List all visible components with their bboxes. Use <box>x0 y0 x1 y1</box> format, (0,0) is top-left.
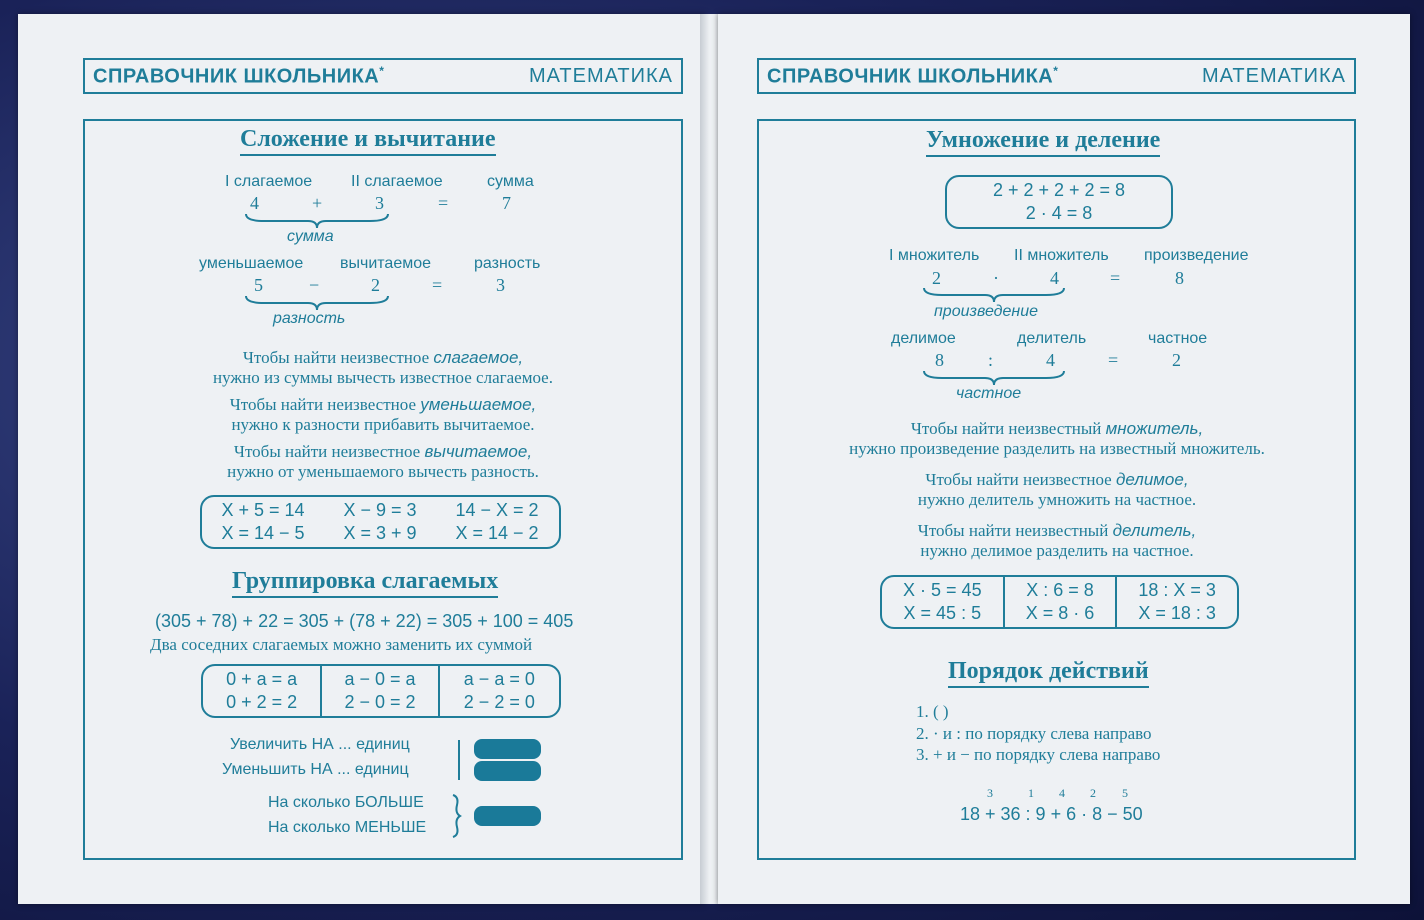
rule-text: Чтобы найти неизвестное <box>233 442 425 461</box>
order-example: 18 + 36 : 9 + 6 · 8 − 50 <box>960 804 1143 824</box>
add-label-2: II слагаемое <box>351 173 443 190</box>
rule-line-2: нужно из суммы вычесть известное слагаемое. <box>213 368 553 387</box>
header-star: * <box>379 63 385 78</box>
eq-cell <box>436 497 558 547</box>
header-title-text: СПРАВОЧНИК ШКОЛЬНИКА <box>93 65 380 88</box>
mul-result: 8 <box>1175 268 1184 288</box>
difference-pill <box>474 806 541 826</box>
prop-cell <box>320 666 437 716</box>
add-label-1: I слагаемое <box>225 173 313 190</box>
rule-line-1 <box>113 348 653 368</box>
sub-eq: = <box>432 275 443 295</box>
decrease-pill <box>474 761 541 781</box>
left-header <box>83 58 683 94</box>
rule-divisor <box>777 521 1337 561</box>
muldiv-equation-box <box>880 575 1239 629</box>
div-label-1: делимое <box>891 330 956 347</box>
group-title: Группировка слагаемых <box>232 568 498 598</box>
order-mark-2: 1 <box>1028 786 1034 800</box>
rule-text: Чтобы найти неизвестное <box>925 470 1116 489</box>
eq-cell <box>202 497 324 547</box>
eq-cell <box>324 497 436 547</box>
header-title <box>93 64 384 89</box>
sub-term-1: 5 <box>254 275 263 295</box>
rule-addend <box>113 348 653 388</box>
eq-line: X : 6 = 8 <box>1026 580 1094 600</box>
div-label-2: делитель <box>1017 330 1087 347</box>
rule-text: Чтобы найти неизвестное <box>242 348 434 367</box>
div-op: : <box>988 350 994 370</box>
sub-label-1: уменьшаемое <box>199 255 304 272</box>
div-term-2: 4 <box>1046 350 1055 370</box>
rule-line-2: нужно произведение разделить на известный множитель. <box>849 439 1265 458</box>
compare-brace <box>451 793 463 839</box>
group-formula: (305 + 78) + 22 = 305 + (78 + 22) = 305 + 100 = 405 <box>155 611 574 631</box>
addsub-title: Сложение и вычитание <box>240 126 496 156</box>
add-op: + <box>312 193 323 213</box>
rule-line-2: нужно делимое разделить на частное. <box>920 541 1194 560</box>
order-mark-1: 3 <box>987 786 993 800</box>
eq-line: X + 5 = 14 <box>221 500 305 520</box>
add-term-2: 3 <box>375 193 384 213</box>
rule-text: Чтобы найти неизвестный <box>910 419 1106 438</box>
mul-label-2: II множитель <box>1014 247 1109 264</box>
rule-line-1 <box>777 470 1337 490</box>
order-mark-4: 2 <box>1090 786 1096 800</box>
prop-line: a − 0 = a <box>344 669 416 689</box>
eq-cell <box>1003 577 1116 627</box>
intro-line: 2 + 2 + 2 + 2 = 8 <box>992 180 1126 200</box>
intro-line: 2 · 4 = 8 <box>1025 203 1093 223</box>
eq-line: 14 − X = 2 <box>455 500 539 520</box>
add-label-3: сумма <box>487 173 534 190</box>
add-brace-label: сумма <box>287 228 334 245</box>
rule-line-2: нужно от уменьшаемого вычесть разность. <box>227 462 539 481</box>
eq-line: X = 18 : 3 <box>1138 603 1216 623</box>
prop-line: a − a = 0 <box>463 669 535 689</box>
rule-text: Чтобы найти неизвестное <box>229 395 421 414</box>
mul-op: · <box>993 268 999 288</box>
order-item-2: 2. · и : по порядку слева направо <box>916 724 1152 743</box>
rule-term: уменьшаемое, <box>420 395 537 414</box>
sub-term-2: 2 <box>371 275 380 295</box>
div-result: 2 <box>1172 350 1181 370</box>
how-much-less-text: На сколько МЕНЬШЕ <box>268 819 427 836</box>
div-label-3: частное <box>1148 330 1208 347</box>
rule-line-2: нужно к разности прибавить вычитаемое. <box>231 415 535 434</box>
increase-by-text: Увеличить НА ... единиц <box>230 736 410 753</box>
eq-line: 18 : X = 3 <box>1138 580 1216 600</box>
mul-eq: = <box>1110 268 1121 288</box>
increase-pill <box>474 739 541 759</box>
rule-line-1 <box>777 419 1337 439</box>
rule-term: слагаемое, <box>433 348 524 367</box>
header-title <box>767 64 1058 89</box>
rule-line-1 <box>113 442 653 462</box>
mul-label-1: I множитель <box>889 247 980 264</box>
div-term-1: 8 <box>935 350 944 370</box>
rule-term: множитель, <box>1105 419 1204 438</box>
muldiv-intro-box <box>945 175 1173 229</box>
div-eq: = <box>1108 350 1119 370</box>
group-property-box <box>201 664 561 718</box>
right-header <box>757 58 1356 94</box>
rule-line-1 <box>113 395 653 415</box>
rule-minuend <box>113 395 653 435</box>
rule-line-2: нужно делитель умножить на частное. <box>917 490 1197 509</box>
mul-brace <box>922 286 1066 304</box>
rule-dividend <box>777 470 1337 510</box>
mul-brace-label: произведение <box>934 303 1038 320</box>
prop-line: 2 − 0 = 2 <box>344 692 416 712</box>
eq-line: X = 3 + 9 <box>343 523 417 543</box>
prop-line: 2 − 2 = 0 <box>463 692 535 712</box>
rule-line-1 <box>777 521 1337 541</box>
eq-line: X − 9 = 3 <box>343 500 417 520</box>
sub-result: 3 <box>496 275 505 295</box>
header-star: * <box>1053 63 1059 78</box>
sub-label-3: разность <box>474 255 541 272</box>
mul-term-2: 4 <box>1050 268 1059 288</box>
decrease-by-text: Уменьшить НА ... единиц <box>222 761 409 778</box>
prop-cell <box>203 666 320 716</box>
group-caption: Два соседних слагаемых можно заменить их суммой <box>150 635 533 654</box>
addsub-equation-box <box>200 495 561 549</box>
order-mark-3: 4 <box>1059 786 1065 800</box>
order-title: Порядок действий <box>948 658 1149 688</box>
eq-line: X = 45 : 5 <box>903 603 982 623</box>
how-much-more-text: На сколько БОЛЬШЕ <box>268 794 424 811</box>
eq-cell <box>1115 577 1237 627</box>
prop-line: 0 + a = a <box>226 669 298 689</box>
rule-factor <box>777 419 1337 459</box>
eq-line: X = 14 − 2 <box>455 523 539 543</box>
header-subject: МАТЕМАТИКА <box>528 64 673 87</box>
order-item-3: 3. + и − по порядку слева направо <box>916 745 1161 764</box>
prop-line: 0 + 2 = 2 <box>226 692 298 712</box>
compare-divider <box>458 740 460 780</box>
prop-cell <box>438 666 559 716</box>
rule-term: делитель, <box>1112 521 1197 540</box>
eq-cell <box>882 577 1003 627</box>
rule-subtrahend <box>113 442 653 482</box>
eq-line: X · 5 = 45 <box>903 580 982 600</box>
add-eq: = <box>438 193 449 213</box>
order-item-1: 1. ( ) <box>916 702 949 721</box>
sub-op: − <box>309 275 320 295</box>
eq-line: X = 8 · 6 <box>1025 603 1095 623</box>
rule-term: вычитаемое, <box>424 442 533 461</box>
add-term-1: 4 <box>250 193 259 213</box>
eq-line: X = 14 − 5 <box>221 523 305 543</box>
add-result: 7 <box>502 193 511 213</box>
sub-label-2: вычитаемое <box>340 255 432 272</box>
muldiv-title: Умножение и деление <box>926 127 1160 157</box>
header-subject: МАТЕМАТИКА <box>1201 64 1346 87</box>
order-mark-5: 5 <box>1122 786 1128 800</box>
rule-term: делимое, <box>1115 470 1189 489</box>
mul-label-3: произведение <box>1144 247 1249 264</box>
header-title-text: СПРАВОЧНИК ШКОЛЬНИКА <box>767 65 1054 88</box>
rule-text: Чтобы найти неизвестный <box>917 521 1113 540</box>
mul-term-1: 2 <box>932 268 941 288</box>
sub-brace-label: разность <box>273 310 346 327</box>
div-brace-label: частное <box>956 385 1022 402</box>
